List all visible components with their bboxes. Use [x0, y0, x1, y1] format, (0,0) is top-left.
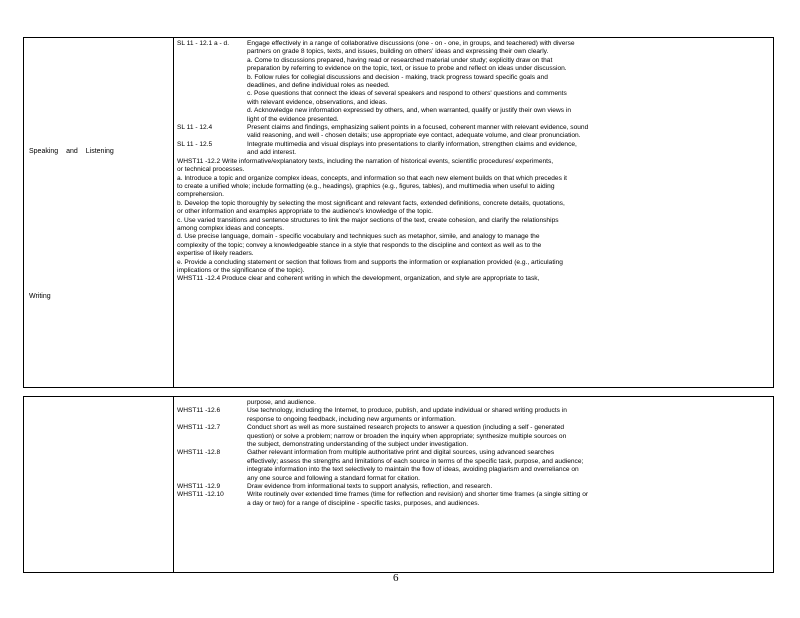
standard-code: SL 11 - 12.5: [177, 140, 213, 148]
substandard-b: b. Develop the topic thoroughly by selecting the most significant and relevant facts, extended definitions, concrete details, quotations, or other information and examples appropriate to the audience's knowledge of the topic.: [177, 199, 565, 216]
standard-text: Gather relevant information from multiple authoritative print and digital sources, using advanced searches effectively; assess the strengths and limitations of each source in terms of the specific task, purpose, and audience; integrate information into the text selectively to maintain the flow of ideas, avoiding plagiarism and overreliance on any one source and following a standard format for citation.: [247, 449, 584, 482]
standard-whst-11-12-7: [177, 424, 769, 449]
standard-sl-11-12-4: [177, 124, 769, 141]
substandard-a: a. Come to discussions prepared, having read or researched material under study; explicitly draw on that preparation by referring to evidence on the topic, text, or issue to probe and reflect on ideas under discussion.: [247, 56, 567, 73]
substandard-c: c. Use varied transitions and sentence structures to link the major sections of the text, create cohesion, and clarify the relationships among complex ideas and concepts.: [177, 216, 559, 232]
standard-whst-11-12-9: [177, 483, 769, 491]
substandard-c: c. Pose questions that connect the ideas of several speakers and respond to others' questions and comments with relevant evidence, observations, and ideas.: [247, 90, 567, 106]
column-divider: [173, 397, 174, 572]
standard-code: WHST11 -12.6: [177, 407, 221, 415]
standard-code: WHST11 -12.10: [177, 491, 224, 499]
substandard-a: a. Introduce a topic and organize complex ideas, concepts, and information so that each new element builds on that which precedes it to create a unified whole; include formatting (e.g., headings), graphics (e.g., figures, tables), and multimedia when useful to aiding comprehension.: [177, 174, 567, 199]
standard-code: WHST11 -12.9: [177, 483, 221, 491]
standard-intro: WHST11 -12.2 Write informative/explanatory texts, including the narration of historical events, scientific procedures/ experiments, or technical processes.: [177, 157, 554, 174]
substandard-d: d. Use precise language, domain - specific vocabulary and techniques such as metaphor, simile, and analogy to manage the complexity of the topic; convey a knowledgeable stance in a style that responds to the discipline and context as well as to the expertise of likely readers.: [177, 233, 542, 258]
standard-text: Use technology, including the Internet, to produce, publish, and update individual or shared writing products in response to ongoing feedback, including new arguments or information.: [247, 407, 567, 423]
standard-text: Integrate multimedia and visual displays into presentations to clarify information, strengthen claims and evidence, and add interest.: [247, 140, 577, 157]
standard-text: Draw evidence from informational texts to support analysis, reflection, and research.: [247, 483, 493, 491]
standard-whst-11-12-4: [177, 275, 769, 283]
standard-whst-11-12-10: [177, 491, 769, 508]
standard-code: WHST11 -12.7: [177, 424, 221, 432]
substandard-b: b. Follow rules for collegial discussions and decision - making, track progress toward specific goals and deadlines, and define individual roles as needed.: [247, 73, 548, 90]
standards-content-1: [177, 40, 769, 284]
substandard-e: e. Provide a concluding statement or section that follows from and supports the information or explanation provided (e.g., articulating implications or the significance of the topic).: [177, 258, 563, 274]
standard-text: Engage effectively in a range of collaborative discussions (one - on - one, in groups, and teachered) with diverse partners on grade 8 topics, texts, and issues, building on others' ideas and expressing their own clearly.: [247, 40, 575, 56]
standard-sl-11-12-5: [177, 141, 769, 158]
continuation-text: purpose, and audience.: [247, 399, 316, 406]
standard-code: SL 11 - 12.1 a - d.: [177, 40, 230, 47]
standard-text: WHST11 -12.4 Produce clear and coherent writing in which the development, organization, and style are appropriate to task,: [177, 275, 540, 283]
category-writing: Writing: [29, 293, 51, 300]
page-number: 6: [393, 572, 399, 584]
standards-content-2: [177, 399, 769, 508]
standards-table-2: [23, 396, 774, 573]
standard-code: SL 11 - 12.4: [177, 124, 213, 132]
standard-whst-11-12-8: [177, 449, 769, 483]
standard-text: Conduct short as well as more sustained research projects to answer a question (including a self - generated question) or solve a problem; narrow or broaden the inquiry when appropriate; synthesize multiple sources on the subject, demonstrating understanding of the subject under investigation.: [247, 424, 567, 449]
column-divider: [173, 38, 174, 387]
standard-text: Write routinely over extended time frames (time for reflection and revision) and shorter time frames (a single sitting or a day or two) for a range of discipline - specific tasks, purposes, and audiences.: [247, 491, 589, 507]
standard-whst-11-12-6: [177, 407, 769, 424]
standard-text: Present claims and findings, emphasizing salient points in a focused, coherent manner with relevant evidence, sound valid reasoning, and well - chosen details; use appropriate eye contact, adequate volume, and clear pronunciation.: [247, 124, 589, 140]
category-speaking-listening: Speaking and Listening: [29, 148, 114, 155]
standards-table-1: [23, 37, 774, 388]
standard-sl-11-12-1: [177, 40, 769, 124]
substandard-d: d. Acknowledge new information expressed by others, and, when warranted, qualify or justify their own views in light of the evidence presented.: [247, 107, 571, 123]
standard-code: WHST11 -12.8: [177, 449, 221, 457]
standard-whst-11-12-2: [177, 158, 769, 276]
